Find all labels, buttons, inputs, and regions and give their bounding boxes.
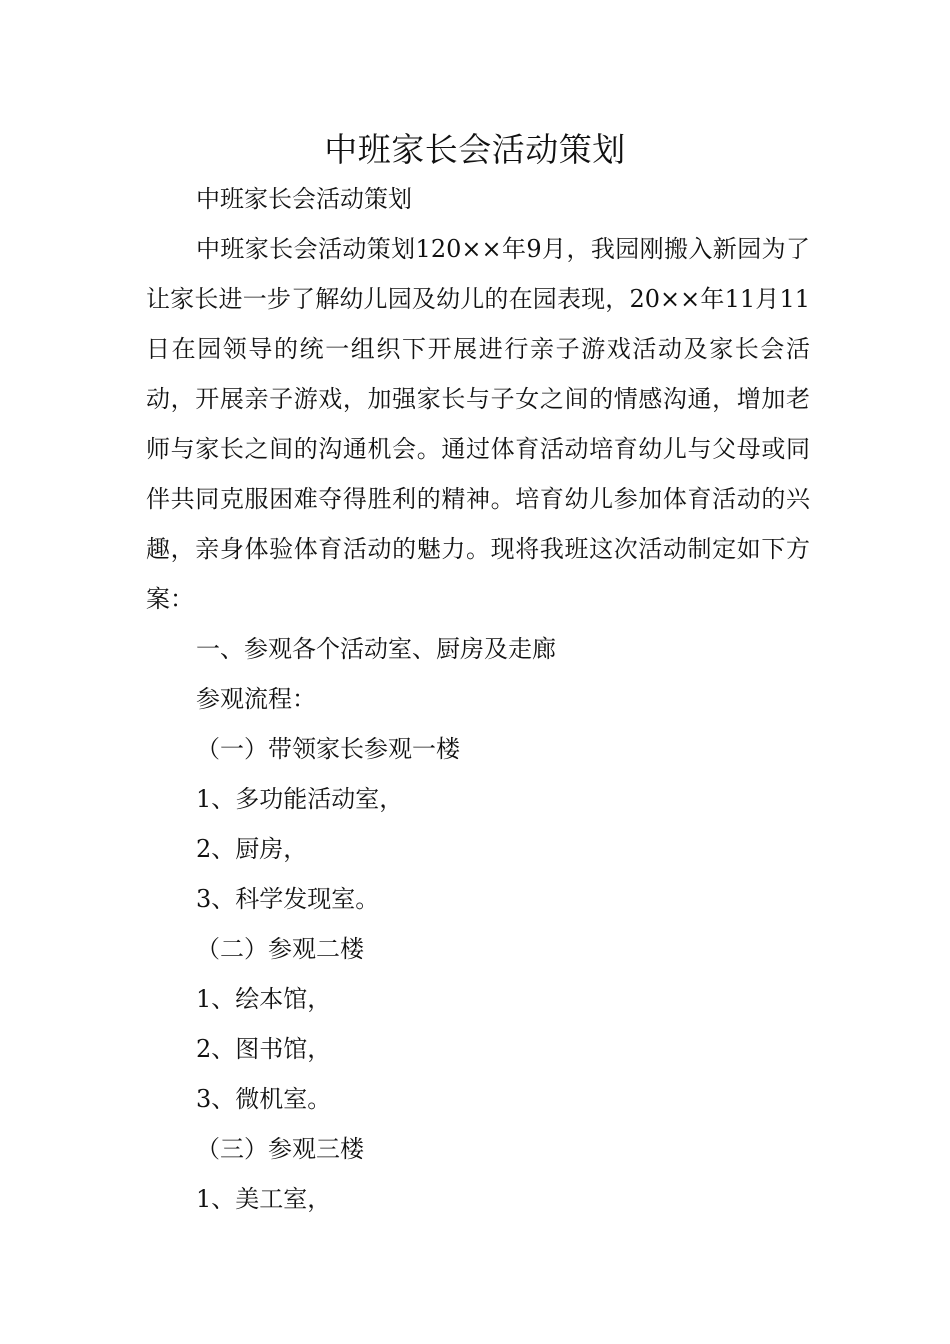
subtitle-line: 中班家长会活动策划 — [196, 185, 412, 213]
floor-2-heading: （二）参观二楼 — [196, 935, 364, 963]
list-item: 2、厨房， — [196, 835, 308, 863]
floor-3-heading: （三）参观三楼 — [196, 1135, 364, 1163]
list-item: 3、科学发现室。 — [196, 885, 380, 913]
list-item: 1、多功能活动室， — [196, 785, 404, 813]
floor-1-heading: （一）带领家长参观一楼 — [196, 735, 460, 763]
intro-paragraph: 中班家长会活动策划120××年9月，我园刚搬入新园为了让家长进一步了解幼儿园及幼儿的在园表现，20××年11月11日在园领导的统一组织下开展进行亲子游戏活动及家长会活动，开展亲子游戏，加强家长与子女之间的情感沟通，增加老师与家长之间的沟通机会。通过体育活动培育幼儿与父母或同伴共同克服困难夺得胜利的精神。培育幼儿参加体育活动的兴趣，亲身体验体育活动的魅力。现将我班这次活动制定如下方案： — [146, 235, 810, 613]
section-heading: 一、参观各个活动室、厨房及走廊 — [196, 635, 556, 663]
document-body — [146, 174, 810, 1224]
list-item: 3、微机室。 — [196, 1085, 332, 1113]
list-item: 1、美工室， — [196, 1185, 332, 1213]
document-title: 中班家长会活动策划 — [324, 130, 626, 169]
list-item: 1、绘本馆， — [196, 985, 332, 1013]
list-item: 2、图书馆， — [196, 1035, 332, 1063]
process-label: 参观流程： — [196, 685, 316, 713]
